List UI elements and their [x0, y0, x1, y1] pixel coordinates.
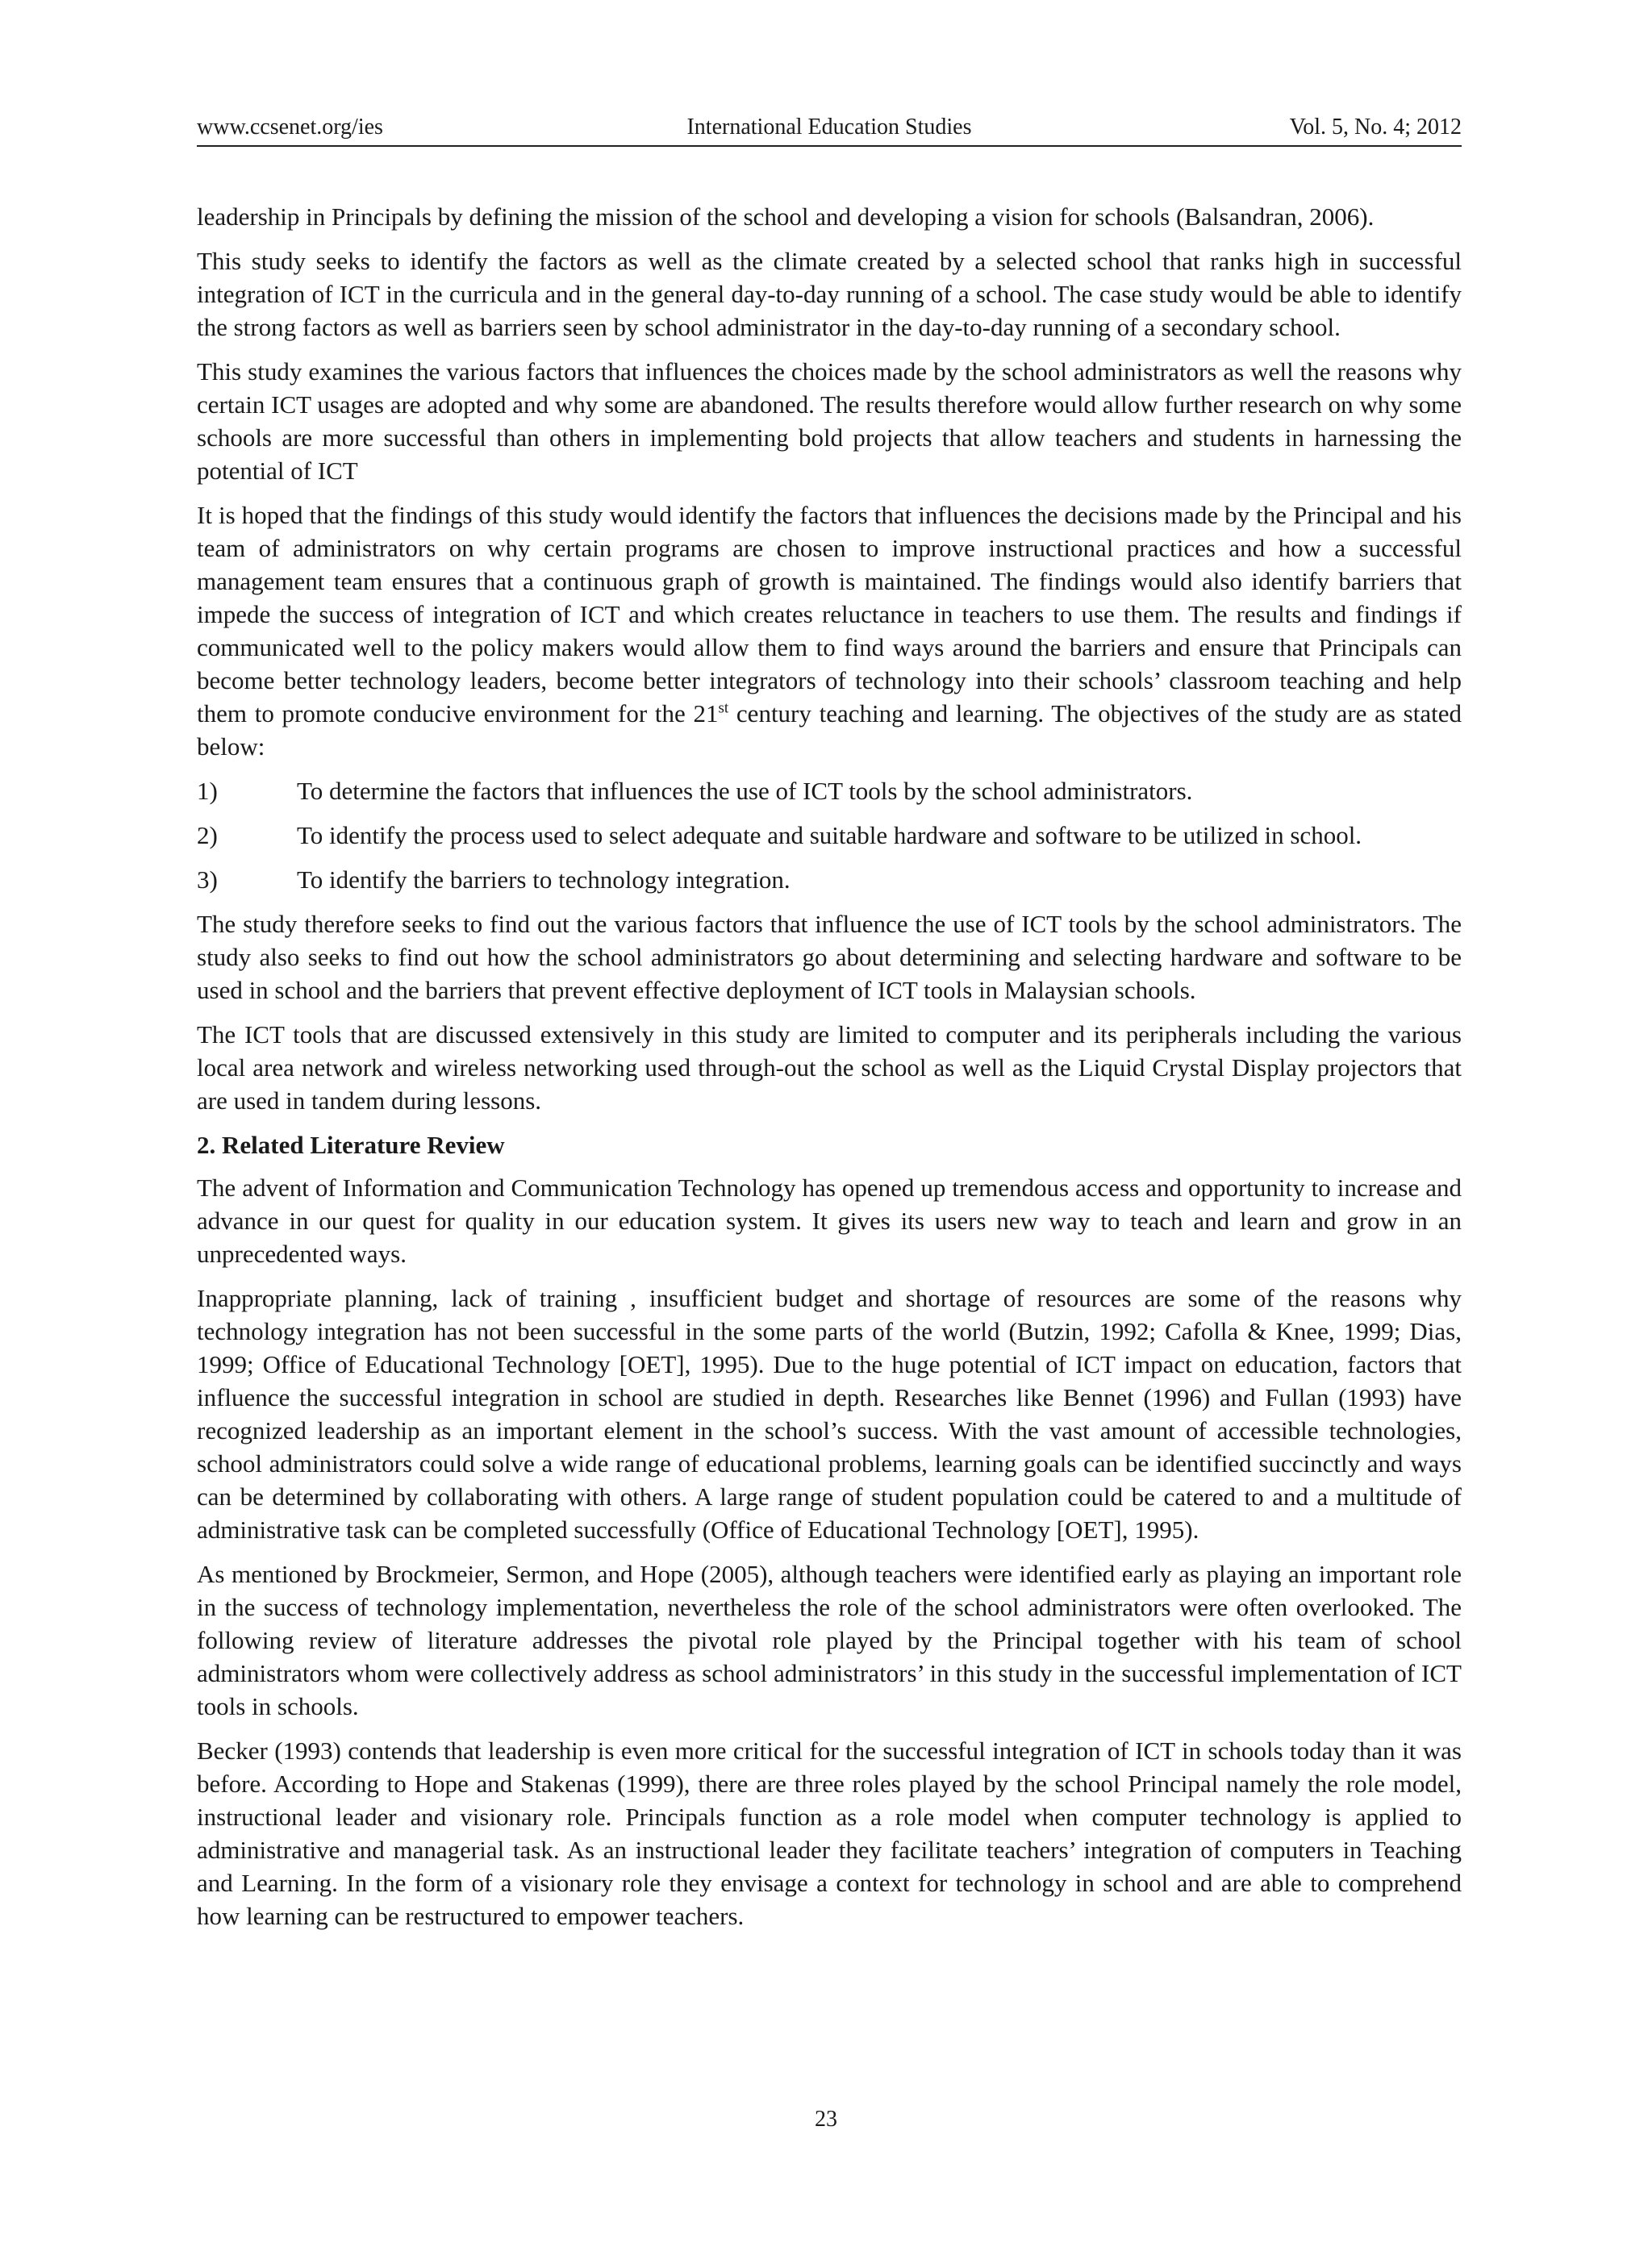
volume-info: Vol. 5, No. 4; 2012	[1289, 115, 1462, 140]
paragraph-text: It is hoped that the findings of this study would identify the factors that influences the decisions made by the Principal and his team of administrators on why certain programs are chosen to improve instructional practices and how a successful management team ensures that a continuous graph of growth is maintained. The findings would also identify barriers that impede the success of integration of ICT and which creates reluctance in teachers to use them. The results and findings if communicated well to the policy makers would allow them to find ways around the barriers and ensure that Principals can become better technology leaders, become better integrators of technology into their schools’ classroom teaching and help them to promote conducive environment for the 21	[197, 501, 1462, 728]
list-item	[197, 774, 1462, 807]
paragraph	[197, 498, 1462, 763]
list-text: To identify the process used to select adequate and suitable hardware and software to be utilized in school.	[297, 821, 1362, 849]
paragraph: The ICT tools that are discussed extensively in this study are limited to computer and its peripherals including the various local area network and wireless networking used through-out the school as well as the Liquid Crystal Display projectors that are used in tandem during lessons.	[197, 1020, 1462, 1115]
paragraph: Inappropriate planning, lack of training , insufficient budget and shortage of resources are some of the reasons why technology integration has not been successful in the some parts of the world (Butzin, 1992; Cafolla & Knee, 1999; Dias, 1999; Office of Educational Technology [OET], 1995). Due to the huge potential of ICT impact on education, factors that influence the successful integration in school are studied in depth. Researches like Bennet (1996) and Fullan (1993) have recognized leadership as an important element in the school’s success. With the vast amount of accessible technologies, school administrators could solve a wide range of educational problems, learning goals can be identified succinctly and ways can be determined by collaborating with others. A large range of student population could be catered to and a multitude of administrative task can be completed successfully (Office of Educational Technology [OET], 1995).	[197, 1284, 1462, 1544]
superscript: st	[718, 699, 729, 717]
section-heading: 2. Related Literature Review	[197, 1131, 505, 1159]
journal-url: www.ccsenet.org/ies	[197, 115, 383, 140]
list-text: To identify the barriers to technology integration.	[297, 865, 791, 894]
list-number: 3)	[197, 865, 218, 894]
list-number: 2)	[197, 821, 218, 849]
list-item	[197, 819, 1462, 852]
paragraph: The study therefore seeks to find out the various factors that influence the use of ICT tools by the school administrators. The study also seeks to find out how the school administrators go about determining and selecting hardware and software to be used in school and the barriers that prevent effective deployment of ICT tools in Malaysian schools.	[197, 910, 1462, 1004]
list-text: To determine the factors that influences the use of ICT tools by the school administrators.	[297, 777, 1193, 805]
paragraph: This study examines the various factors that influences the choices made by the school administrators as well the reasons why certain ICT usages are adopted and why some are abandoned. The results therefore would allow further research on why some schools are more successful than others in implementing bold projects that allow teachers and students in harnessing the potential of ICT	[197, 357, 1462, 485]
paragraph: As mentioned by Brockmeier, Sermon, and Hope (2005), although teachers were identified early as playing an important role in the success of technology implementation, nevertheless the role of the school administrators were often overlooked. The following review of literature addresses the pivotal role played by the Principal together with his team of school administrators whom were collectively address as school administrators’ in this study in the successful implementation of ICT tools in schools.	[197, 1560, 1462, 1720]
journal-title: International Education Studies	[686, 115, 972, 140]
paragraph: leadership in Principals by defining the mission of the school and developing a vision for schools (Balsandran, 2006).	[197, 202, 1375, 231]
running-header	[197, 110, 1462, 147]
list-item	[197, 863, 1462, 896]
paragraph: Becker (1993) contends that leadership is even more critical for the successful integration of ICT in schools today than it was before. According to Hope and Stakenas (1999), there are three roles played by the school Principal namely the role model, instructional leader and visionary role. Principals function as a role model when computer technology is applied to administrative and managerial task. As an instructional leader they facilitate teachers’ integration of computers in Teaching and Learning. In the form of a visionary role they envisage a context for technology in school and are able to comprehend how learning can be restructured to empower teachers.	[197, 1736, 1462, 1930]
paragraph-text: century teaching and learning. The objectives of the study are as stated below:	[197, 699, 1462, 761]
paragraph: This study seeks to identify the factors as well as the climate created by a selected school that ranks high in successful integration of ICT in the curricula and in the general day-to-day running of a school. The case study would be able to identify the strong factors as well as barriers seen by school administrator in the day-to-day running of a secondary school.	[197, 247, 1462, 341]
article-body	[197, 200, 1462, 1944]
list-number: 1)	[197, 777, 218, 805]
page-number: 23	[815, 2107, 837, 2132]
paragraph: The advent of Information and Communication Technology has opened up tremendous access and opportunity to increase and advance in our quest for quality in our education system. It gives its users new way to teach and learn and grow in an unprecedented ways.	[197, 1174, 1462, 1268]
